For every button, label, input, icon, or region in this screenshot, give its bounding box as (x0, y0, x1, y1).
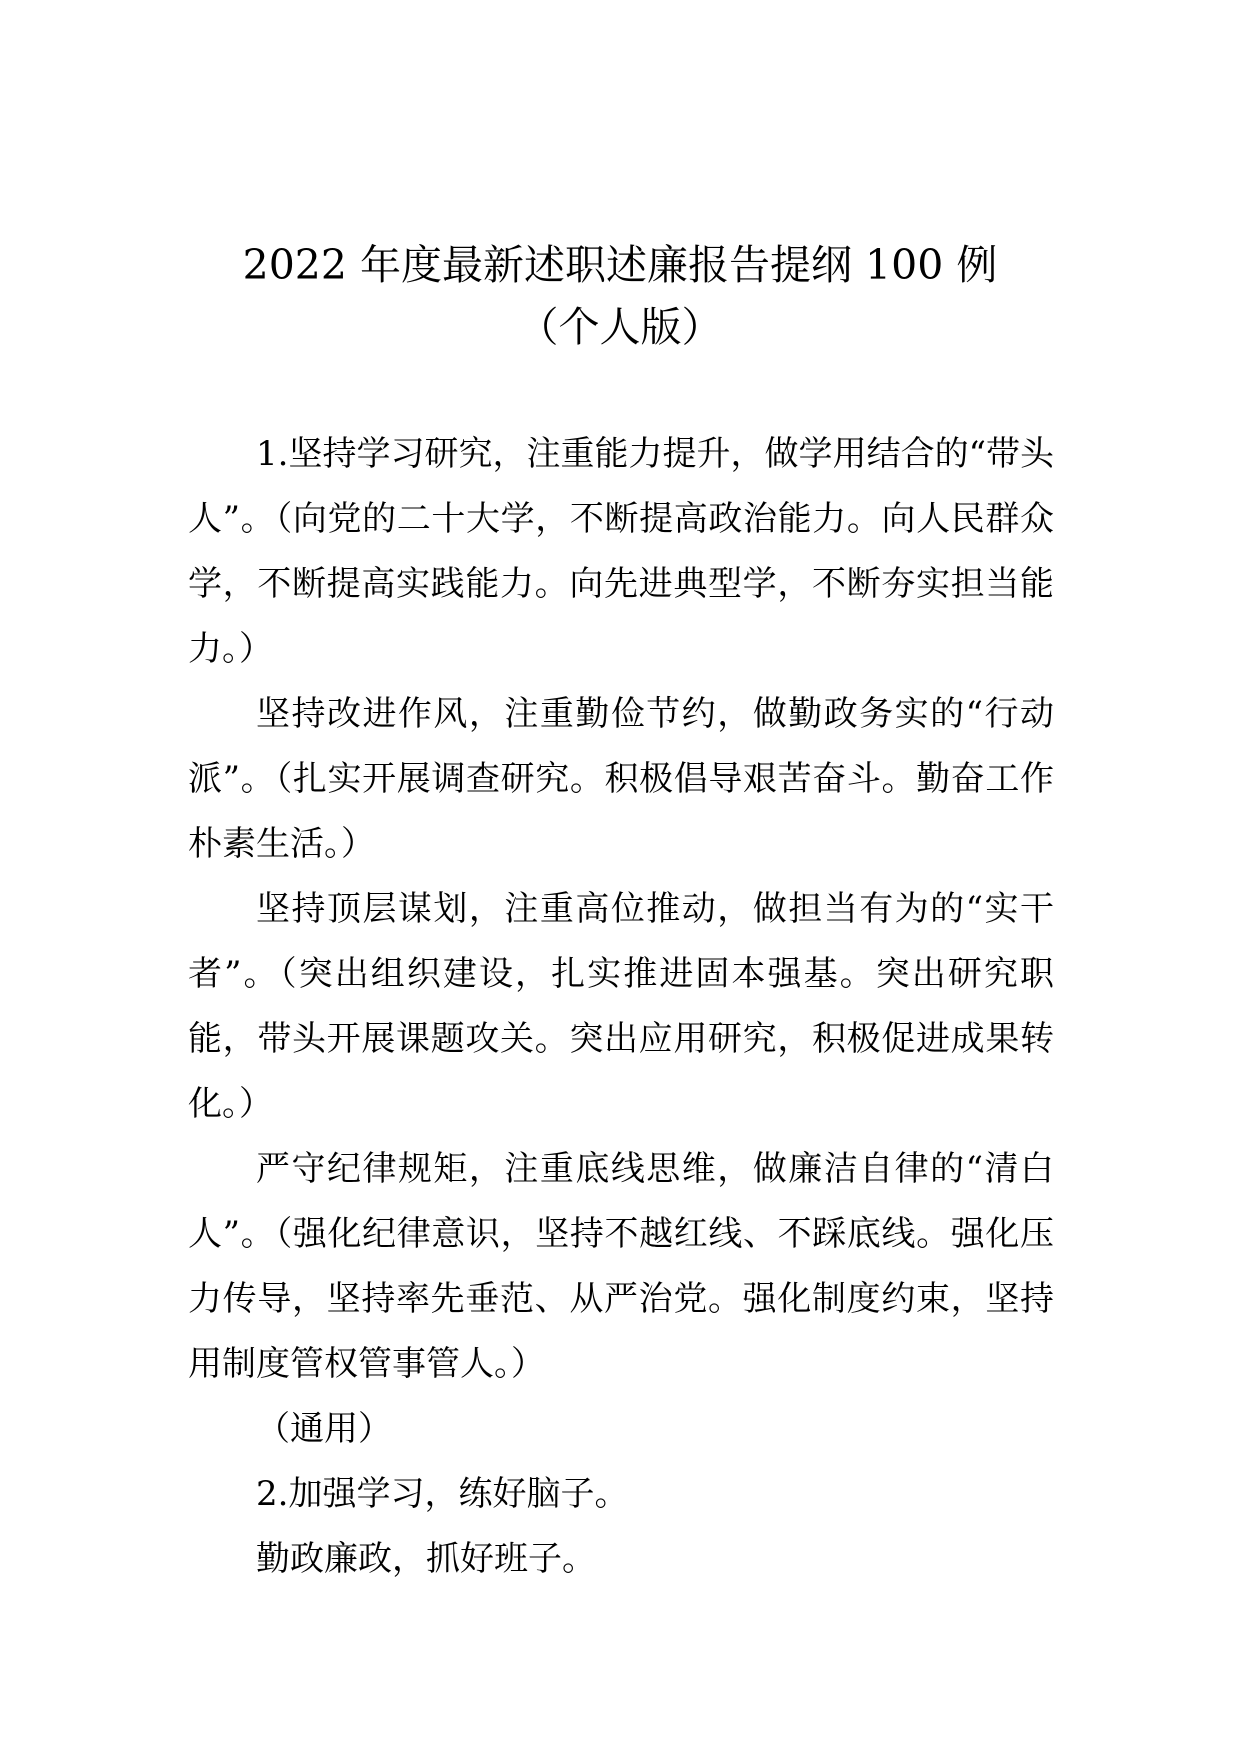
paragraph-5: （通用） (256, 1409, 392, 1449)
paragraph-3: 坚持顶层谋划，注重高位推动，做担当有为的“实干者”。（突出组织建设，扎实推进固本强基。突出研究职能，带头开展课题攻关。突出应用研究，积极促进成果转化。） (188, 889, 1054, 1124)
paragraph-2: 坚持改进作风，注重勤俭节约，做勤政务实的“行动派”。（扎实开展调查研究。积极倡导艰苦奋斗。勤奋工作朴素生活。） (188, 694, 1054, 864)
paragraph-6: 2.加强学习，练好脑子。 (256, 1474, 629, 1514)
document-body (188, 422, 1054, 1592)
paragraph-4: 严守纪律规矩，注重底线思维，做廉洁自律的“清白人”。（强化纪律意识，坚持不越红线、不踩底线。强化压力传导，坚持率先垂范、从严治党。强化制度约束，坚持用制度管权管事管人。） (188, 1149, 1054, 1384)
paragraph-7: 勤政廉政，抓好班子。 (256, 1539, 596, 1579)
document-subtitle: （个人版） (517, 303, 723, 351)
paragraph-1: 1.坚持学习研究，注重能力提升，做学用结合的“带头人”。（向党的二十大学，不断提高政治能力。向人民群众学，不断提高实践能力。向先进典型学，不断夯实担当能力。） (188, 434, 1054, 669)
document-title: 2022 年度最新述职述廉报告提纲 100 例 (242, 241, 998, 289)
